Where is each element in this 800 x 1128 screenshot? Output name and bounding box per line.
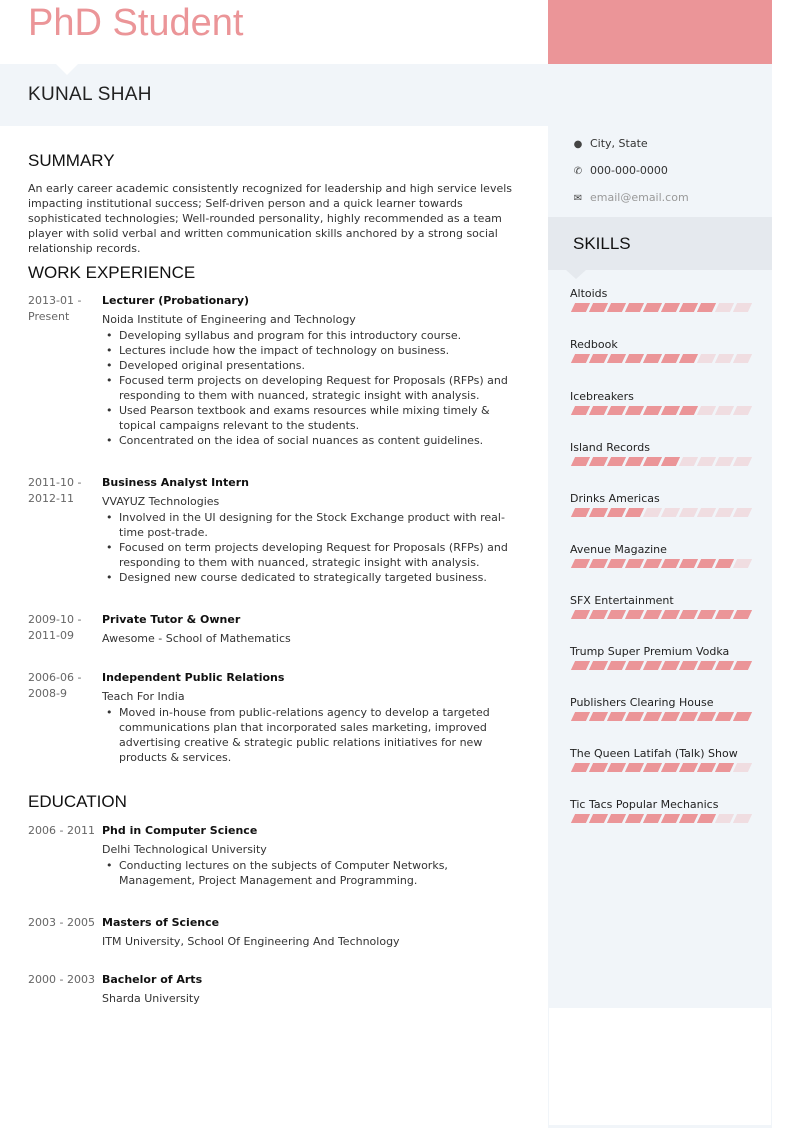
skill-label: Island Records [570, 441, 650, 454]
entry-organization: Noida Institute of Engineering and Technology [102, 313, 356, 326]
skill-segment-empty [715, 406, 734, 415]
entry-role: Lecturer (Probationary) [102, 294, 250, 307]
entry-date: 2011-10 - 2012-11 [28, 476, 82, 505]
skill-segment-empty [715, 303, 734, 312]
skill-segment-filled [679, 814, 698, 823]
skill-segment-filled [589, 406, 608, 415]
bullet-item: • Designed new course dedicated to strategically targeted business. [102, 570, 526, 585]
skill-segment-filled [643, 354, 662, 363]
skill-segment-filled [661, 712, 680, 721]
skill-segment-filled [643, 303, 662, 312]
bullet-item: • Developing syllabus and program for this introductory course. [102, 328, 526, 343]
skill-segment-filled [697, 610, 716, 619]
skill-segment-filled [661, 457, 680, 466]
skill-segment-filled [571, 303, 590, 312]
summary-heading: SUMMARY [28, 151, 115, 170]
skill-segment-filled [607, 354, 626, 363]
skill-segment-filled [607, 303, 626, 312]
skill-segment-filled [625, 763, 644, 772]
skill-level-bar [570, 661, 760, 670]
skill-item [570, 543, 760, 568]
skill-segment-filled [607, 508, 626, 517]
skills-header [548, 217, 772, 270]
skill-segment-filled [697, 303, 716, 312]
bullet-item: • Conducting lectures on the subjects of Computer Networks, Management, Project Management and Programming. [102, 858, 526, 888]
contact-location [572, 136, 762, 152]
skill-item [570, 492, 760, 517]
skill-item [570, 441, 760, 466]
skill-level-bar [570, 406, 760, 415]
skill-segment-filled [589, 508, 608, 517]
contact-email[interactable] [572, 190, 762, 206]
name-band [0, 64, 548, 126]
skill-segment-filled [661, 814, 680, 823]
skill-segment-empty [733, 406, 752, 415]
skill-segment-filled [625, 661, 644, 670]
skill-segment-empty [697, 457, 716, 466]
skill-segment-filled [571, 508, 590, 517]
skill-segment-filled [625, 303, 644, 312]
skill-segment-filled [625, 610, 644, 619]
skill-segment-filled [679, 559, 698, 568]
skill-segment-filled [661, 559, 680, 568]
skill-segment-filled [715, 661, 734, 670]
entry-bullets [102, 328, 526, 448]
skill-segment-filled [589, 559, 608, 568]
skill-label: Publishers Clearing House [570, 696, 714, 709]
entry-body [102, 972, 526, 1006]
candidate-name: KUNAL SHAH [28, 84, 152, 105]
skill-segment-filled [607, 763, 626, 772]
skill-segment-filled [679, 712, 698, 721]
skill-segment-filled [571, 712, 590, 721]
skill-segment-filled [625, 559, 644, 568]
skill-segment-filled [625, 406, 644, 415]
entry-date: 2006 - 2011 [28, 824, 95, 837]
skill-segment-filled [571, 406, 590, 415]
contact-phone [572, 163, 762, 179]
skill-segment-filled [607, 661, 626, 670]
bullet-item: • Moved in-house from public-relations agency to develop a targeted communications plan that incorporated sales marketing, improved advertising creative & strategic public relations initiatives for new products & services. [102, 705, 526, 765]
skill-segment-filled [625, 712, 644, 721]
sidebar-footer-outline [548, 1008, 772, 1128]
skill-segment-filled [715, 559, 734, 568]
skill-segment-filled [733, 610, 752, 619]
entry-organization: Teach For India [102, 690, 185, 703]
entry-date: 2003 - 2005 [28, 916, 95, 929]
skill-segment-filled [679, 661, 698, 670]
skill-segment-filled [589, 457, 608, 466]
skill-item [570, 390, 760, 415]
skill-segment-empty [643, 508, 662, 517]
entry-role: Private Tutor & Owner [102, 613, 241, 626]
skill-segment-filled [679, 303, 698, 312]
skill-segment-filled [643, 406, 662, 415]
skill-segment-filled [589, 763, 608, 772]
skill-segment-filled [643, 559, 662, 568]
skill-item [570, 287, 760, 312]
entry-degree: Masters of Science [102, 916, 220, 929]
skill-segment-empty [733, 508, 752, 517]
entry-body [102, 293, 526, 448]
skill-label: Redbook [570, 338, 618, 351]
skill-level-bar [570, 508, 760, 517]
skill-item [570, 645, 760, 670]
job-title: PhD Student [28, 2, 244, 44]
skill-segment-filled [661, 354, 680, 363]
skill-segment-empty [733, 814, 752, 823]
location-text: City, State [590, 137, 648, 150]
bullet-item: • Involved in the UI designing for the Stock Exchange product with real-time post-trade. [102, 510, 526, 540]
skill-segment-filled [571, 559, 590, 568]
skill-segment-empty [715, 508, 734, 517]
phone-text: 000-000-0000 [590, 164, 668, 177]
entry-body [102, 475, 526, 585]
work-experience-heading: WORK EXPERIENCE [28, 263, 196, 282]
skill-label: Icebreakers [570, 390, 634, 403]
education-heading: EDUCATION [28, 792, 127, 811]
skill-segment-empty [697, 406, 716, 415]
skill-segment-filled [715, 610, 734, 619]
skill-label: SFX Entertainment [570, 594, 674, 607]
skill-segment-filled [715, 763, 734, 772]
email-text[interactable]: email@email.com [590, 191, 689, 204]
skill-label: Drinks Americas [570, 492, 660, 505]
skill-label: Altoids [570, 287, 608, 300]
skill-segment-filled [589, 661, 608, 670]
skill-segment-filled [607, 814, 626, 823]
skill-segment-filled [571, 457, 590, 466]
skill-item [570, 747, 760, 772]
skill-segment-filled [571, 610, 590, 619]
entry-body [102, 915, 526, 949]
entry-date: 2000 - 2003 [28, 973, 95, 986]
entry-bullets [102, 705, 526, 765]
skill-segment-filled [733, 712, 752, 721]
skill-segment-filled [643, 457, 662, 466]
skill-segment-filled [625, 354, 644, 363]
skill-segment-filled [607, 712, 626, 721]
entry-degree: Phd in Computer Science [102, 824, 258, 837]
skill-segment-empty [679, 508, 698, 517]
skill-level-bar [570, 354, 760, 363]
skill-segment-filled [607, 406, 626, 415]
skill-segment-filled [679, 354, 698, 363]
map-pin-icon: ● [573, 139, 583, 150]
skill-segment-filled [571, 763, 590, 772]
skill-segment-filled [589, 814, 608, 823]
skill-segment-filled [697, 763, 716, 772]
skill-segment-empty [661, 508, 680, 517]
skill-segment-filled [661, 406, 680, 415]
skill-segment-empty [733, 559, 752, 568]
skill-label: Tic Tacs Popular Mechanics [570, 798, 719, 811]
entry-date: 2009-10 - 2011-09 [28, 613, 82, 642]
skill-segment-filled [697, 712, 716, 721]
entry-degree: Bachelor of Arts [102, 973, 203, 986]
skill-segment-empty [733, 763, 752, 772]
skill-segment-empty [715, 354, 734, 363]
skill-segment-empty [697, 354, 716, 363]
skill-segment-filled [625, 508, 644, 517]
skill-segment-filled [589, 354, 608, 363]
skill-segment-empty [697, 508, 716, 517]
skill-segment-filled [571, 354, 590, 363]
skill-segment-filled [697, 814, 716, 823]
skill-level-bar [570, 610, 760, 619]
skill-segment-empty [733, 303, 752, 312]
skill-segment-filled [679, 763, 698, 772]
skills-heading: SKILLS [573, 234, 631, 253]
entry-role: Business Analyst Intern [102, 476, 249, 489]
bullet-item: • Used Pearson textbook and exams resources while mixing timely & topical campaigns relevant to the students. [102, 403, 526, 433]
skill-item [570, 696, 760, 721]
skill-segment-filled [715, 712, 734, 721]
skill-segment-filled [661, 661, 680, 670]
skill-segment-filled [697, 559, 716, 568]
skill-segment-empty [733, 354, 752, 363]
skill-label: The Queen Latifah (Talk) Show [570, 747, 738, 760]
skill-segment-filled [697, 661, 716, 670]
skill-segment-filled [589, 303, 608, 312]
entry-organization: Awesome - School of Mathematics [102, 632, 291, 645]
skill-segment-filled [733, 661, 752, 670]
entry-institution: Sharda University [102, 992, 200, 1005]
entry-institution: ITM University, School Of Engineering And Technology [102, 935, 400, 948]
skill-segment-filled [571, 814, 590, 823]
bullet-item: • Focused on term projects developing Request for Proposals (RFPs) and responding to them with nuanced, strategic insight with analysis. [102, 540, 526, 570]
skill-segment-filled [643, 814, 662, 823]
envelope-icon: ✉ [573, 193, 583, 204]
skill-segment-filled [625, 814, 644, 823]
phone-icon: ✆ [573, 166, 583, 177]
skill-segment-filled [679, 406, 698, 415]
skill-item [570, 338, 760, 363]
skill-segment-empty [715, 814, 734, 823]
skill-segment-filled [607, 559, 626, 568]
skill-segment-empty [679, 457, 698, 466]
skill-label: Avenue Magazine [570, 543, 667, 556]
skill-segment-filled [643, 712, 662, 721]
entry-bullets [102, 858, 526, 888]
entry-body [102, 670, 526, 765]
skill-level-bar [570, 712, 760, 721]
bullet-item: • Focused term projects on developing Request for Proposals (RFPs) and responding to them with nuanced, strategic insight with analysis. [102, 373, 526, 403]
skill-segment-empty [715, 457, 734, 466]
skill-level-bar [570, 303, 760, 312]
skill-level-bar [570, 457, 760, 466]
entry-organization: VVAYUZ Technologies [102, 495, 220, 508]
skill-item [570, 798, 760, 823]
skill-segment-filled [643, 610, 662, 619]
bullet-item: • Developed original presentations. [102, 358, 526, 373]
skill-segment-filled [661, 610, 680, 619]
skills-header-notch [566, 270, 586, 279]
entry-institution: Delhi Technological University [102, 843, 267, 856]
skill-segment-filled [661, 303, 680, 312]
skill-segment-filled [571, 661, 590, 670]
skill-level-bar [570, 814, 760, 823]
entry-body [102, 823, 526, 888]
skill-level-bar [570, 559, 760, 568]
summary-text: An early career academic consistently recognized for leadership and high service levels impacting institutional success; Self-driven person and a quick learner towards sophisticated technologies; Well-rounded personality, highly recommended as a team player with solid verbal and written communication skills anchored by a strong social relationship records. [28, 182, 513, 255]
skill-label: Trump Super Premium Vodka [570, 645, 730, 658]
entry-date: 2013-01 - Present [28, 294, 82, 323]
entry-bullets [102, 510, 526, 585]
skill-segment-filled [589, 712, 608, 721]
skill-segment-filled [643, 763, 662, 772]
skill-segment-filled [607, 610, 626, 619]
skill-segment-filled [679, 610, 698, 619]
skill-level-bar [570, 763, 760, 772]
skill-segment-filled [625, 457, 644, 466]
skill-segment-empty [733, 457, 752, 466]
entry-role: Independent Public Relations [102, 671, 285, 684]
entry-body [102, 612, 526, 646]
skill-segment-filled [607, 457, 626, 466]
entry-date: 2006-06 - 2008-9 [28, 671, 82, 700]
sidebar-accent-block [548, 0, 772, 64]
skill-segment-filled [661, 763, 680, 772]
name-band-notch [56, 64, 78, 75]
skill-segment-filled [589, 610, 608, 619]
skill-item [570, 594, 760, 619]
bullet-item: • Concentrated on the idea of social nuances as content guidelines. [102, 433, 526, 448]
skill-segment-filled [643, 661, 662, 670]
bullet-item: • Lectures include how the impact of technology on business. [102, 343, 526, 358]
